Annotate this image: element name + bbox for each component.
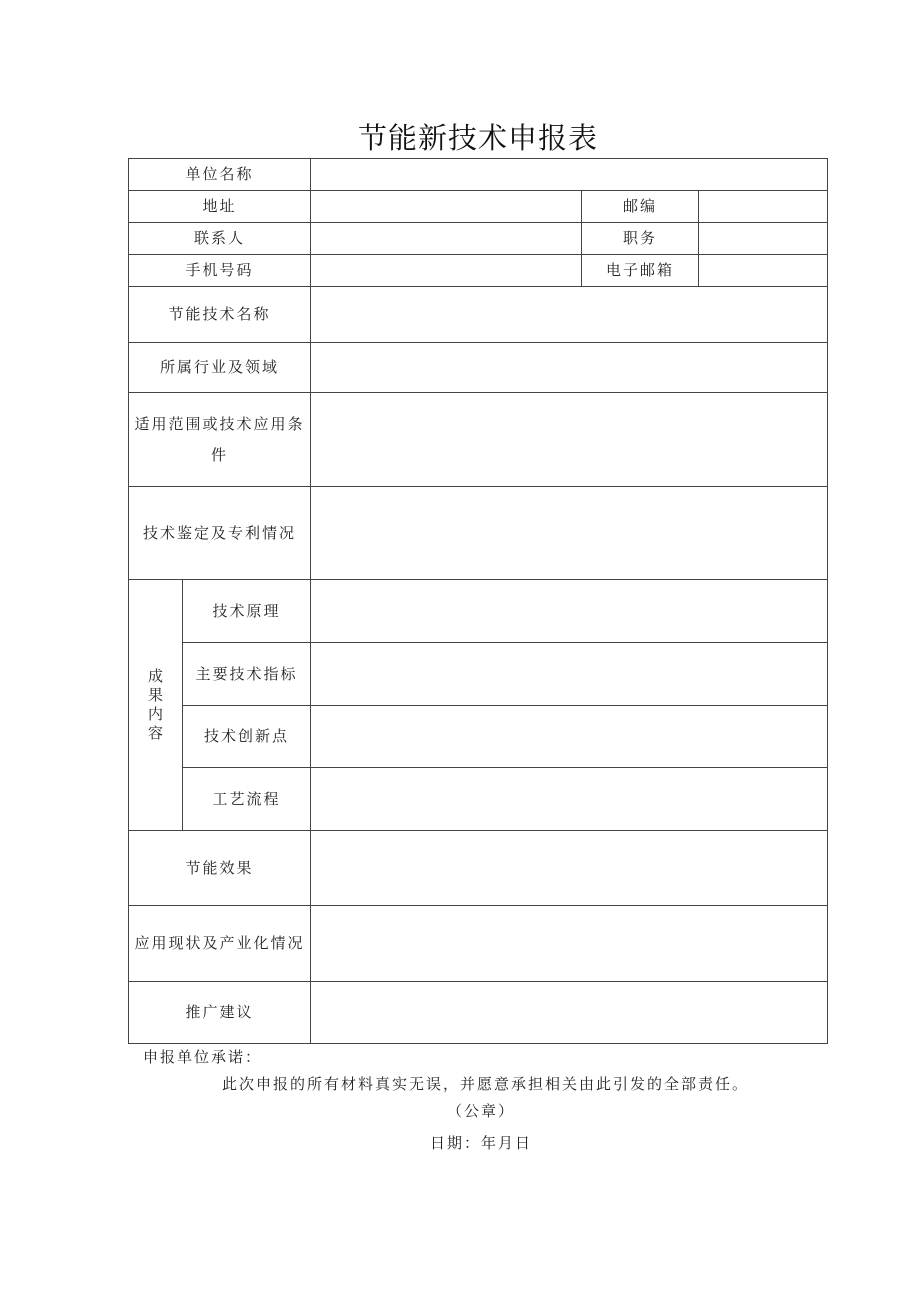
industry-label: 所属行业及领域 <box>129 343 311 393</box>
scope-field[interactable] <box>311 393 828 487</box>
unit-name-field[interactable] <box>311 159 828 191</box>
industry-field[interactable] <box>311 343 828 393</box>
row-promotion <box>129 982 828 1044</box>
contact-field[interactable] <box>311 223 582 255</box>
scope-label: 适用范围或技术应用条件 <box>129 393 311 487</box>
address-field[interactable] <box>311 191 582 223</box>
effect-label: 节能效果 <box>129 831 311 906</box>
row-indicators <box>129 643 828 706</box>
innovation-field[interactable] <box>311 706 828 768</box>
row-address <box>129 191 828 223</box>
row-effect <box>129 831 828 906</box>
innovation-label: 技术创新点 <box>183 706 311 768</box>
tech-name-label: 节能技术名称 <box>129 287 311 343</box>
row-contact <box>129 223 828 255</box>
contact-label: 联系人 <box>129 223 311 255</box>
seal-label: （公章） <box>447 1102 516 1120</box>
status-label: 应用现状及产业化情况 <box>129 906 311 982</box>
process-field[interactable] <box>311 768 828 831</box>
promotion-field[interactable] <box>311 982 828 1044</box>
achievement-group-text: 成果内容 <box>147 667 163 742</box>
row-unit-name <box>129 159 828 191</box>
postcode-field[interactable] <box>699 191 828 223</box>
application-form-table <box>128 158 828 1044</box>
row-appraisal <box>129 487 828 580</box>
status-field[interactable] <box>311 906 828 982</box>
row-mobile <box>129 255 828 287</box>
row-industry <box>129 343 828 393</box>
effect-field[interactable] <box>311 831 828 906</box>
principle-label: 技术原理 <box>183 580 311 643</box>
postcode-label: 邮编 <box>582 191 699 223</box>
unit-name-label: 单位名称 <box>129 159 311 191</box>
mobile-field[interactable] <box>311 255 582 287</box>
position-field[interactable] <box>699 223 828 255</box>
promotion-label: 推广建议 <box>129 982 311 1044</box>
row-tech-name <box>129 287 828 343</box>
form-title: 节能新技术申报表 <box>357 121 598 155</box>
indicators-field[interactable] <box>311 643 828 706</box>
row-status <box>129 906 828 982</box>
indicators-label: 主要技术指标 <box>183 643 311 706</box>
declaration-statement: 此次申报的所有材料真实无误，并愿意承担相关由此引发的全部责任。 <box>222 1075 750 1093</box>
email-field[interactable] <box>699 255 828 287</box>
row-principle <box>129 580 828 643</box>
tech-name-field[interactable] <box>311 287 828 343</box>
process-label: 工艺流程 <box>183 768 311 831</box>
principle-field[interactable] <box>311 580 828 643</box>
address-label: 地址 <box>129 191 311 223</box>
achievement-group-label <box>129 580 183 831</box>
email-label: 电子邮箱 <box>582 255 699 287</box>
position-label: 职务 <box>582 223 699 255</box>
row-process <box>129 768 828 831</box>
date-label: 日期：年月日 <box>430 1134 533 1152</box>
appraisal-label: 技术鉴定及专利情况 <box>129 487 311 580</box>
row-innovation <box>129 706 828 768</box>
declaration-heading: 申报单位承诺： <box>143 1048 263 1066</box>
row-scope <box>129 393 828 487</box>
appraisal-field[interactable] <box>311 487 828 580</box>
mobile-label: 手机号码 <box>129 255 311 287</box>
